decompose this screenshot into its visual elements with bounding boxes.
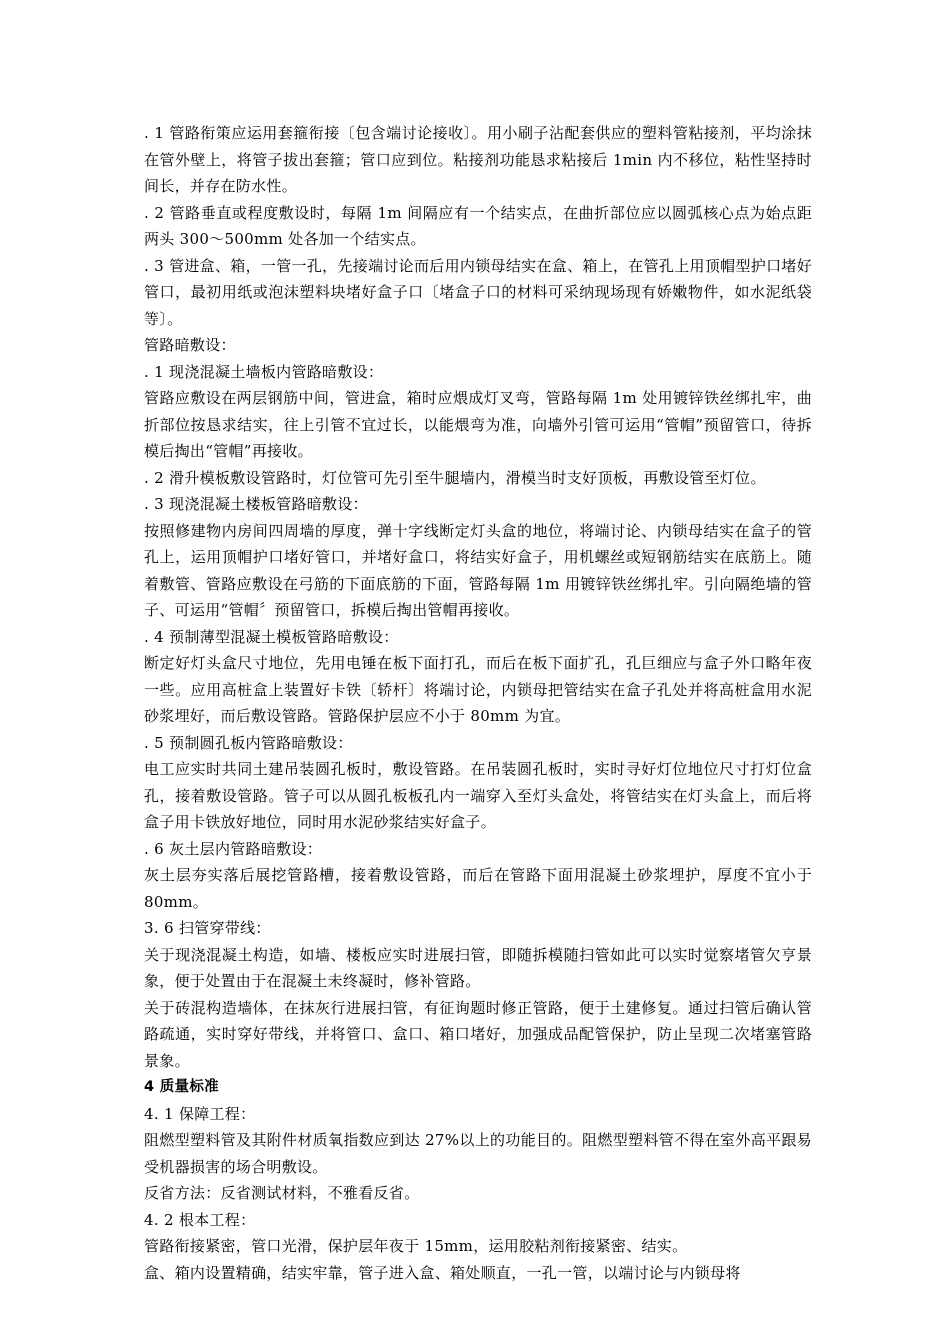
paragraph-guarantee-items: 阻燃型塑料管及其附件材质氧指数应到达 27%以上的功能目的。阻燃型塑料管不得在室外高平跟易受机器损害的场合明敷设。 [144,1131,812,1176]
paragraph-hollow-slab: 电工应实时共同土建吊装圆孔板时，敷设管路。在吊装圆孔板时，实时寻好灯位地位尺寸打灯位盒孔，接着敷设管路。管子可以从圆孔板板孔内一端穿入至灯头盒处，将管结实在灯头盒上，而后将盒子用卡铁放好地位，同时用水泥砂浆结实好盒子。 [144,760,812,831]
section-heading-pipe-sweeping: 3. 6 扫管穿带线： [144,919,271,937]
paragraph-inspection-method: 反省方法：反省测试材料，不雅看反省。 [144,1184,420,1202]
paragraph-cast-slab: 按照修建物内房间四周墙的厚度，弹十字线断定灯头盒的地位，将端讨论、内锁母结实在盒子的管孔上，运用顶帽护口堵好管口，并堵好盒口，将结实好盒子，用机螺丝或短钢筋结实在底筋上。随着敷管、管路应敷设在弓筋的下面底筋的下面，管路每隔 1m 用镀锌铁丝绑扎牢。引向隔绝墙的管子、可运用“管帽〞预留管口，拆模后掏出管帽再接收。 [144,521,812,619]
section-heading-quality-standard: 4 质量标准 [144,1079,219,1095]
paragraph-cast-wall: 管路应敷设在两层钢筋中间，管进盒，箱时应煨成灯叉弯，管路每隔 1m 处用镀锌铁丝绑扎牢，曲折部位按恳求结实，往上引管不宜过长，以能煨弯为准，向墙外引管可运用“管帽”预留管口，待拆模后掏出“管帽”再接收。 [144,389,812,460]
section-heading-concealed-laying: 管路暗敷设： [144,336,236,354]
subheading-cast-slab: . 3 现浇混凝土楼板管路暗敷设： [144,495,368,513]
document-page [144,120,812,1286]
subheading-lime-soil: . 6 灰土层内管路暗敷设： [144,839,323,858]
paragraph-sweeping-concrete: 关于现浇混凝土构造，如墙、楼板应实时进展扫管，即随拆模随扫管如此可以实时觉察堵管欠亨景象，便于处置由于在混凝土未终凝时，修补管路。 [144,945,812,990]
paragraph-lime-soil: 灰土层夯实落后展挖管路槽，接着敷设管路，而后在管路下面用混凝土砂浆埋护，厚度不宜小于 80mm。 [144,866,812,911]
subheading-guarantee-items: 4. 1 保障工程： [144,1104,256,1123]
paragraph-pipe-fixing: . 2 管路垂直或程度敷设时，每隔 1m 间隔应有一个结实点，在曲折部位应以圆弧核心点为始点距两头 300～500mm 处各加一个结实点。 [144,203,812,248]
subheading-cast-wall: . 1 现浇混凝土墙板内管路暗敷设： [144,362,384,381]
paragraph-pipe-joint: . 1 管路衔策应运用套箍衔接〔包含端讨论接收〕。用小刷子沾配套供应的塑料管粘接剂，平均涂抹在管外壁上，将管子拔出套箍；管口应到位。粘接剂功能恳求粘接后 1min 内不移位，粘性坚持时间长，并存在防水性。 [144,124,812,195]
subheading-precast-thin-slab: . 4 预制薄型混凝土模板管路暗敷设： [144,627,399,646]
subheading-basic-items: 4. 2 根本工程： [144,1210,256,1229]
paragraph-box-entry: . 3 管进盒、箱，一管一孔，先接端讨论而后用内锁母结实在盒、箱上，在管孔上用顶帽型护口堵好管口，最初用纸或泡沫塑料块堵好盒子口〔堵盒子口的材料可采纳现场现有娇嫩物件，如水泥纸袋等〕。 [144,256,812,328]
paragraph-precast-thin-slab: 断定好灯头盒尺寸地位，先用电锤在板下面打孔，而后在板下面扩孔，孔巨细应与盒子外口略年夜一些。应用高桩盒上装置好卡铁〔轿杆〕将端讨论，内锁母把管结实在盒子孔处并将高桩盒用水泥砂浆埋好，而后敷设管路。管路保护层应不小于 80mm 为宜。 [144,654,812,725]
paragraph-basic-items: 管路衔接紧密，管口光滑，保护层年夜于 15mm，运用胶粘剂衔接紧密、结实。 [144,1237,688,1255]
paragraph-slip-form: . 2 滑升模板敷设管路时，灯位管可先引至牛腿墙内，滑模当时支好顶板，再敷设管至灯位。 [144,468,766,487]
paragraph-box-setting: 盒、箱内设置精确，结实牢靠，管子进入盒、箱处顺直，一孔一管，以端讨论与内锁母将 [144,1263,741,1282]
paragraph-sweeping-brick: 关于砖混构造墙体，在抹灰行进展扫管，有征询题时修正管路，便于土建修复。通过扫管后确认管路疏通，实时穿好带线，并将管口、盒口、箱口堵好，加强成品配管保护，防止呈现二次堵塞管路景象。 [144,998,812,1070]
subheading-hollow-slab: . 5 预制圆孔板内管路暗敷设： [144,733,353,752]
